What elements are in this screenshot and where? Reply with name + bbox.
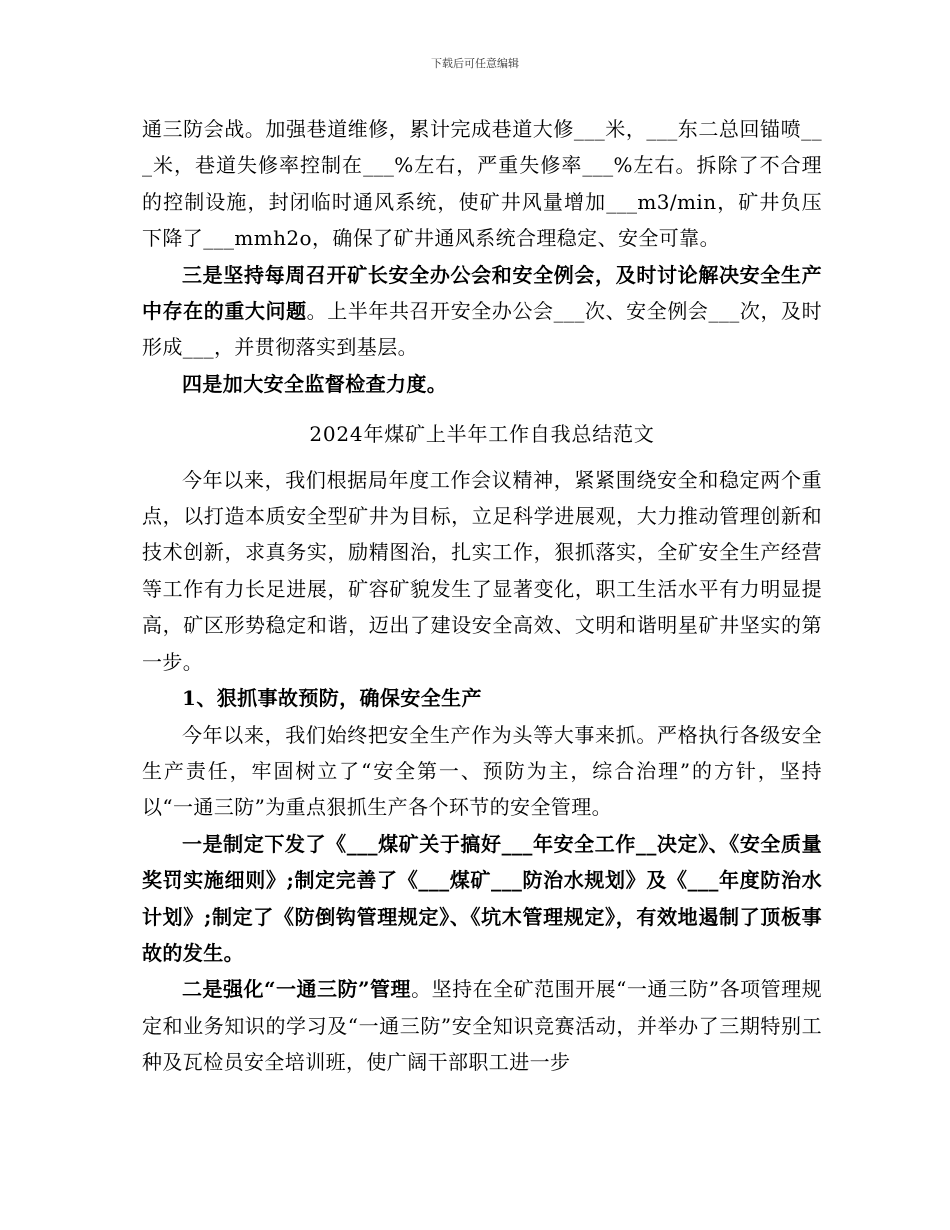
- document-title: 2024年煤矿上半年工作自我总结范文: [309, 422, 655, 447]
- paragraph-continued: [142, 111, 822, 257]
- section-heading: [142, 680, 822, 716]
- section-heading-text: 1、狠抓事故预防，确保安全生产: [182, 686, 482, 711]
- paragraph-text: 今年以来，我们根据局年度工作会议精神，紧紧围绕安全和稳定两个重点，以打造本质安全型矿井为目标，立足科学进展观，大力推动管理创新和技术创新，求真务实，励精图治，扎实工作，狠抓落实，全矿安全生产经营等工作有力长足进展，矿容矿貌发生了显著变化，职工生活水平有力明显提高，矿区形势稳定和谐，迈出了建设安全高效、文明和谐明星矿井坚实的第一步。: [142, 467, 822, 674]
- paragraph-bold-lead: 四是加大安全监督检查力度。: [182, 371, 448, 396]
- paragraph-text: 今年以来，我们始终把安全生产作为头等大事来抓。严格执行各级安全生产责任，牢固树立了“安全第一、预防为主，综合治理”的方针，坚持以“一通三防”为重点狠抓生产各个环节的安全管理。: [142, 722, 822, 820]
- paragraph-bold-lead: 三是坚持每周召开矿长安全办公会和安全例会，及时讨论解决安全生产中存在的重大问题: [142, 262, 822, 324]
- paragraph-point-three: [142, 257, 822, 366]
- paragraph-text: 。上半年共召开安全办公会___次、安全例会___次，及时形成___，并贯彻落实到基层。: [142, 299, 823, 360]
- paragraph-bold-lead: 二是强化“一通三防”管理: [182, 977, 412, 1002]
- paragraph-intro: [142, 462, 822, 680]
- page-header: 下载后可任意编辑: [431, 57, 519, 70]
- document-body: [142, 111, 822, 1081]
- paragraph-point-two: [142, 971, 822, 1080]
- paragraph-point-four: [142, 366, 822, 402]
- paragraph-point-one: [142, 826, 822, 972]
- paragraph-text: 。坚持在全矿范围开展“一通三防”各项管理规定和业务知识的学习及“一通三防”安全知识竞赛活动，并举办了三期特别工种及瓦检员安全培训班，使广阔干部职工进一步: [142, 977, 822, 1075]
- paragraph-safety: [142, 717, 822, 826]
- paragraph-bold-text: 一是制定下发了《___煤矿关于搞好___年安全工作__决定》、《安全质量奖罚实施细则》;制定完善了《___煤矿___防治水规划》及《___年度防治水计划》;制定了《防倒钩管理规定》、《坑木管理规定》，有效地遏制了顶板事故的发生。: [142, 831, 822, 965]
- paragraph-text: 通三防会战。加强巷道维修，累计完成巷道大修___米，___东二总回锚喷___米，巷道失修率控制在___%左右，严重失修率___%左右。拆除了不合理的控制设施，封闭临时通风系统，使矿井风量增加___m3/min，矿井负压下降了___mmh2o，确保了矿井通风系统合理稳定、安全可靠。: [142, 117, 822, 251]
